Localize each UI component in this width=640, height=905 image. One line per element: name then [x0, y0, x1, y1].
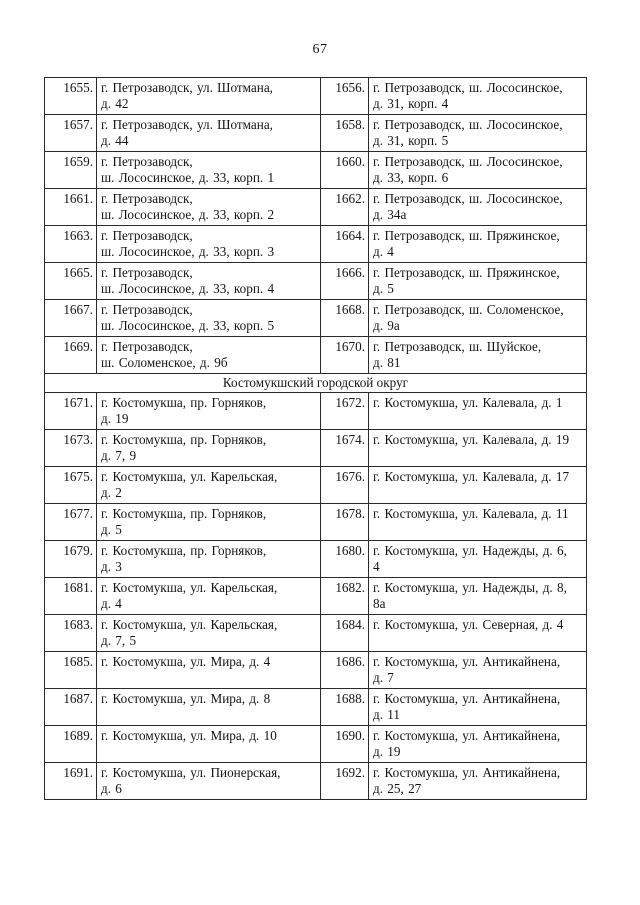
address-right: г. Костомукша, ул. Северная, д. 4 — [369, 615, 587, 652]
row-number-right: 1664. — [321, 226, 369, 263]
table-row — [45, 300, 587, 337]
address-right: г. Костомукша, ул. Калевала, д. 1 — [369, 393, 587, 430]
table-row — [45, 263, 587, 300]
row-number-right: 1684. — [321, 615, 369, 652]
address-left: г. Костомукша, пр. Горняков, д. 7, 9 — [97, 430, 321, 467]
row-number-left: 1679. — [45, 541, 97, 578]
row-number-left: 1677. — [45, 504, 97, 541]
address-left: г. Петрозаводск, ш. Лососинское, д. 33, корп. 3 — [97, 226, 321, 263]
address-left: г. Петрозаводск, ш. Лососинское, д. 33, корп. 2 — [97, 189, 321, 226]
table-row — [45, 189, 587, 226]
row-number-right: 1678. — [321, 504, 369, 541]
table-row — [45, 689, 587, 726]
row-number-right: 1674. — [321, 430, 369, 467]
address-right: г. Костомукша, ул. Антикайнена, д. 11 — [369, 689, 587, 726]
row-number-left: 1675. — [45, 467, 97, 504]
row-number-right: 1662. — [321, 189, 369, 226]
address-right: г. Костомукша, ул. Надежды, д. 8, 8а — [369, 578, 587, 615]
row-number-left: 1661. — [45, 189, 97, 226]
row-number-left: 1685. — [45, 652, 97, 689]
row-number-left: 1681. — [45, 578, 97, 615]
address-left: г. Петрозаводск, ш. Лососинское, д. 33, корп. 1 — [97, 152, 321, 189]
table-row — [45, 578, 587, 615]
address-right: г. Петрозаводск, ш. Лососинское, д. 31, корп. 4 — [369, 78, 587, 115]
row-number-left: 1663. — [45, 226, 97, 263]
row-number-left: 1667. — [45, 300, 97, 337]
row-number-right: 1676. — [321, 467, 369, 504]
address-left: г. Костомукша, ул. Мира, д. 8 — [97, 689, 321, 726]
row-number-right: 1690. — [321, 726, 369, 763]
row-number-right: 1672. — [321, 393, 369, 430]
row-number-right: 1668. — [321, 300, 369, 337]
table-row — [45, 226, 587, 263]
address-left: г. Петрозаводск, ш. Лососинское, д. 33, корп. 5 — [97, 300, 321, 337]
address-left: г. Петрозаводск, ш. Соломенское, д. 9б — [97, 337, 321, 374]
table-row — [45, 763, 587, 800]
address-table-body — [45, 78, 587, 800]
row-number-left: 1669. — [45, 337, 97, 374]
address-right: г. Петрозаводск, ш. Пряжинское, д. 4 — [369, 226, 587, 263]
address-right: г. Петрозаводск, ш. Пряжинское, д. 5 — [369, 263, 587, 300]
table-row — [45, 152, 587, 189]
row-number-left: 1691. — [45, 763, 97, 800]
table-row — [45, 337, 587, 374]
table-row — [45, 393, 587, 430]
page-number: 67 — [312, 42, 328, 57]
address-right: г. Петрозаводск, ш. Соломенское, д. 9а — [369, 300, 587, 337]
table-row — [45, 504, 587, 541]
table-row — [45, 541, 587, 578]
address-right: г. Костомукша, ул. Калевала, д. 19 — [369, 430, 587, 467]
address-right: г. Костомукша, ул. Антикайнена, д. 25, 27 — [369, 763, 587, 800]
address-left: г. Петрозаводск, ул. Шотмана, д. 44 — [97, 115, 321, 152]
table-row — [45, 726, 587, 763]
table-row — [45, 430, 587, 467]
row-number-left: 1665. — [45, 263, 97, 300]
address-left: г. Костомукша, ул. Пионерская, д. 6 — [97, 763, 321, 800]
address-left: г. Костомукша, пр. Горняков, д. 5 — [97, 504, 321, 541]
address-right: г. Петрозаводск, ш. Лососинское, д. 33, корп. 6 — [369, 152, 587, 189]
row-number-left: 1671. — [45, 393, 97, 430]
address-left: г. Петрозаводск, ш. Лососинское, д. 33, корп. 4 — [97, 263, 321, 300]
address-left: г. Костомукша, ул. Мира, д. 4 — [97, 652, 321, 689]
section-title: Костомукшский городской округ — [45, 374, 587, 393]
section-header-row — [45, 374, 587, 393]
address-right: г. Костомукша, ул. Антикайнена, д. 19 — [369, 726, 587, 763]
address-right: г. Петрозаводск, ш. Шуйское, д. 81 — [369, 337, 587, 374]
address-right: г. Костомукша, ул. Калевала, д. 11 — [369, 504, 587, 541]
table-row — [45, 78, 587, 115]
row-number-right: 1688. — [321, 689, 369, 726]
address-left: г. Костомукша, ул. Карельская, д. 4 — [97, 578, 321, 615]
address-left: г. Петрозаводск, ул. Шотмана, д. 42 — [97, 78, 321, 115]
row-number-left: 1657. — [45, 115, 97, 152]
address-left: г. Костомукша, ул. Карельская, д. 2 — [97, 467, 321, 504]
row-number-right: 1670. — [321, 337, 369, 374]
row-number-right: 1692. — [321, 763, 369, 800]
row-number-right: 1666. — [321, 263, 369, 300]
row-number-left: 1687. — [45, 689, 97, 726]
table-row — [45, 652, 587, 689]
row-number-right: 1660. — [321, 152, 369, 189]
table-row — [45, 115, 587, 152]
row-number-left: 1673. — [45, 430, 97, 467]
address-right: г. Костомукша, ул. Антикайнена, д. 7 — [369, 652, 587, 689]
address-right: г. Петрозаводск, ш. Лососинское, д. 34а — [369, 189, 587, 226]
address-table — [44, 77, 587, 800]
address-left: г. Костомукша, ул. Карельская, д. 7, 5 — [97, 615, 321, 652]
address-left: г. Костомукша, пр. Горняков, д. 3 — [97, 541, 321, 578]
row-number-left: 1655. — [45, 78, 97, 115]
row-number-left: 1659. — [45, 152, 97, 189]
address-left: г. Костомукша, пр. Горняков, д. 19 — [97, 393, 321, 430]
row-number-left: 1689. — [45, 726, 97, 763]
address-right: г. Костомукша, ул. Надежды, д. 6, 4 — [369, 541, 587, 578]
row-number-left: 1683. — [45, 615, 97, 652]
address-right: г. Костомукша, ул. Калевала, д. 17 — [369, 467, 587, 504]
row-number-right: 1686. — [321, 652, 369, 689]
row-number-right: 1680. — [321, 541, 369, 578]
table-row — [45, 467, 587, 504]
address-left: г. Костомукша, ул. Мира, д. 10 — [97, 726, 321, 763]
table-row — [45, 615, 587, 652]
row-number-right: 1682. — [321, 578, 369, 615]
row-number-right: 1656. — [321, 78, 369, 115]
row-number-right: 1658. — [321, 115, 369, 152]
address-right: г. Петрозаводск, ш. Лососинское, д. 31, корп. 5 — [369, 115, 587, 152]
